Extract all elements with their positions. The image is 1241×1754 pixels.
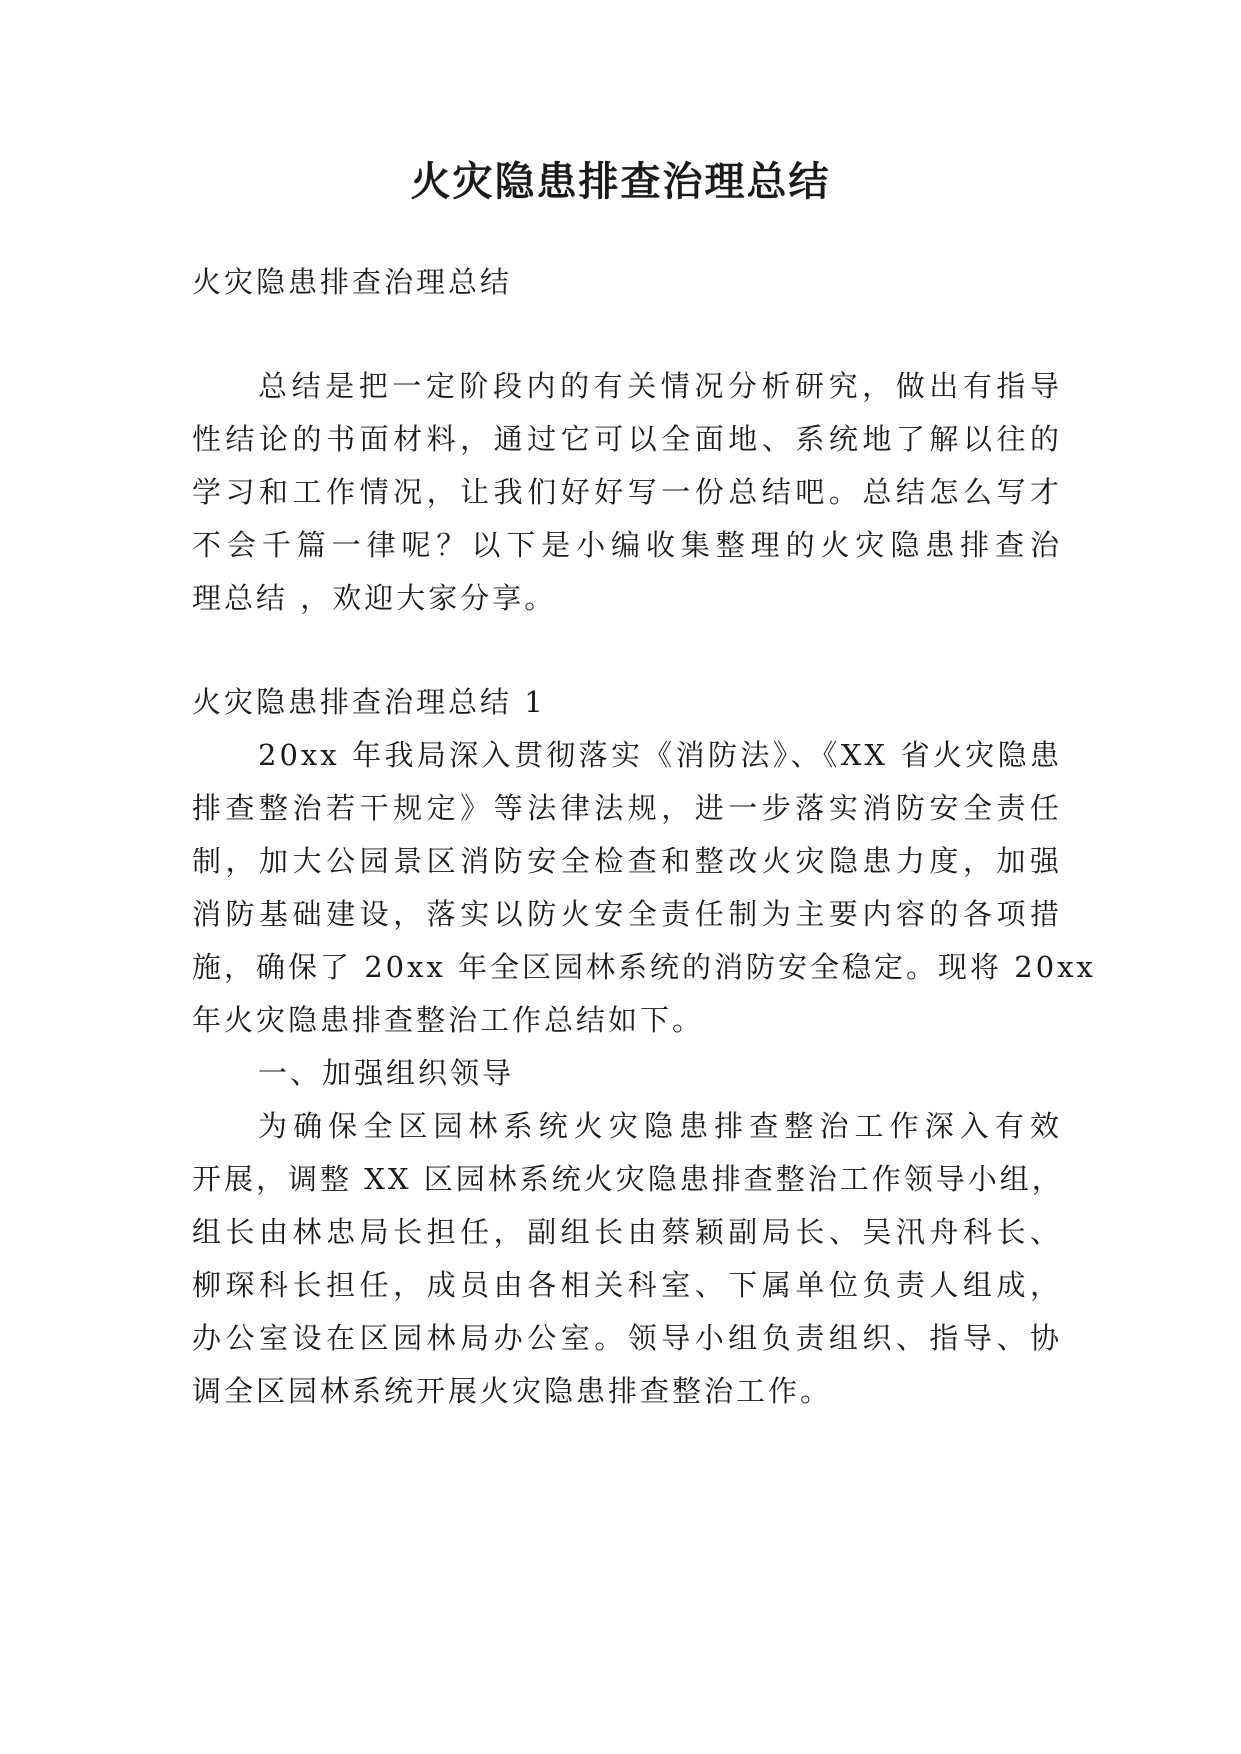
section-1-line-5: 施，确保了 20xx 年全区园林系统的消防安全稳定。现将 20xx [192,950,1096,984]
part-1-line-1: 为确保全区园林系统火灾隐患排查整治工作深入有效 [258,1109,1062,1143]
part-1-line-2: 开展，调整 XX 区园林系统火灾隐患排查整治工作领导小组， [192,1162,1064,1196]
intro-line-2: 性结论的书面材料，通过它可以全面地、系统地了解以往的 [192,422,1062,456]
part-1-line-5: 办公室设在区园林局办公室。领导小组负责组织、指导、协 [192,1321,1062,1355]
document-subtitle: 火灾隐患排查治理总结 [192,265,513,299]
section-1-heading: 火灾隐患排查治理总结 1 [192,685,546,719]
part-1-line-6: 调全区园林系统开展火灾隐患排查整治工作。 [192,1374,833,1408]
section-1-line-2: 排查整治若干规定》等法律法规，进一步落实消防安全责任 [192,791,1062,825]
intro-line-3: 学习和工作情况，让我们好好写一份总结吧。总结怎么写才 [192,475,1062,509]
part-1-line-4: 柳琛科长担任，成员由各相关科室、下属单位负责人组成， [192,1268,1062,1302]
intro-line-5: 理总结 ，欢迎大家分享。 [192,581,557,615]
part-1-line-3: 组长由林忠局长担任，副组长由蔡颖副局长、吴汛舟科长、 [192,1215,1062,1249]
document-title: 火灾隐患排查治理总结 [410,159,831,205]
intro-line-1: 总结是把一定阶段内的有关情况分析研究，做出有指导 [258,369,1062,403]
section-1-line-4: 消防基础建设，落实以防火安全责任制为主要内容的各项措 [192,897,1062,931]
part-1-heading: 一、加强组织领导 [258,1056,515,1090]
intro-line-4: 不会千篇一律呢？以下是小编收集整理的火灾隐患排查治 [192,528,1062,562]
section-1-line-3: 制，加大公园景区消防安全检查和整改火灾隐患力度，加强 [192,844,1062,878]
section-1-line-1: 20xx 年我局深入贯彻落实《消防法》、《XX 省火灾隐患 [258,738,1062,772]
section-1-line-6: 年火灾隐患排查整治工作总结如下。 [192,1003,705,1037]
